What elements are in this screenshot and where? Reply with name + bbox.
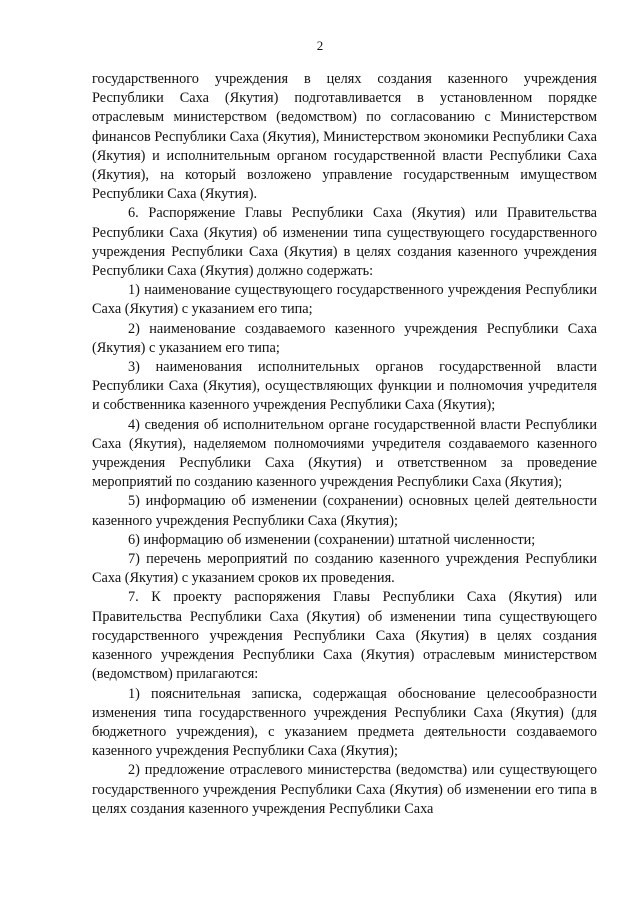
subitem-7-1: 1) пояснительная записка, содержащая обоснование целесообразности изменения типа государственного учреждения Республики Саха (Якутия) (для бюджетного учреждения), с указанием предмета деятельности создаваемого казенного учреждения Республики Саха (Якутия);	[92, 685, 597, 760]
subitem-6-5: 5) информацию об изменении (сохранении) основных целей деятельности казенного учреждения Республики Саха (Якутия);	[92, 493, 597, 529]
subitem-6-7: 7) перечень мероприятий по созданию казенного учреждения Республики Саха (Якутия) с указанием сроков их проведения.	[92, 551, 597, 587]
subitem-6-4: 4) сведения об исполнительном органе государственной власти Республики Саха (Якутия), наделяемом полномочиями учредителя создаваемого казенного учреждения Республики Саха (Якутия) и ответственном за проведение мероприятий по созданию казенного учреждения Республики Саха (Якутия);	[92, 416, 597, 491]
subitem-6-2: 2) наименование создаваемого казенного учреждения Республики Саха (Якутия) с указанием его типа;	[92, 320, 597, 356]
paragraph-continuation: государственного учреждения в целях создания казенного учреждения Республики Саха (Якутия) подготавливается в установленном порядке отраслевым министерством (ведомством) по согласованию с Министерством финансов Республики Саха (Якутия), Министерством экономики Республики Саха (Якутия) и исполнительным органом государственной власти Республики Саха (Якутия), на который возложено управление государственным имуществом Республики Саха (Якутия).	[92, 71, 597, 203]
paragraph-item-7: 7. К проекту распоряжения Главы Республики Саха (Якутия) или Правительства Республики Саха (Якутия) об изменении типа существующего государственного учреждения Республики Саха (Якутия) в целях создания казенного учреждения Республики Саха (Якутия) отраслевым министерством (ведомством) прилагаются:	[92, 589, 597, 683]
subitem-6-3: 3) наименования исполнительных органов государственной власти Республики Саха (Якутия), осуществляющих функции и полномочия учредителя и собственника казенного учреждения Республики Саха (Якутия);	[92, 359, 597, 414]
page-number: 2	[316, 38, 324, 53]
subitem-6-1: 1) наименование существующего государственного учреждения Республики Саха (Якутия) с указанием его типа;	[92, 282, 597, 318]
paragraph-item-6: 6. Распоряжение Главы Республики Саха (Якутия) или Правительства Республики Саха (Якутия) об изменении типа существующего государственного учреждения Республики Саха (Якутия) в целях создания казенного учреждения Республики Саха (Якутия) должно содержать:	[92, 205, 597, 280]
document-body	[92, 70, 597, 819]
subitem-6-6: 6) информацию об изменении (сохранении) штатной численности;	[128, 531, 536, 548]
subitem-7-2: 2) предложение отраслевого министерства (ведомства) или существующего государственного учреждения Республики Саха (Якутия) об изменении его типа в целях создания казенного учреждения Республики Саха	[92, 762, 597, 817]
